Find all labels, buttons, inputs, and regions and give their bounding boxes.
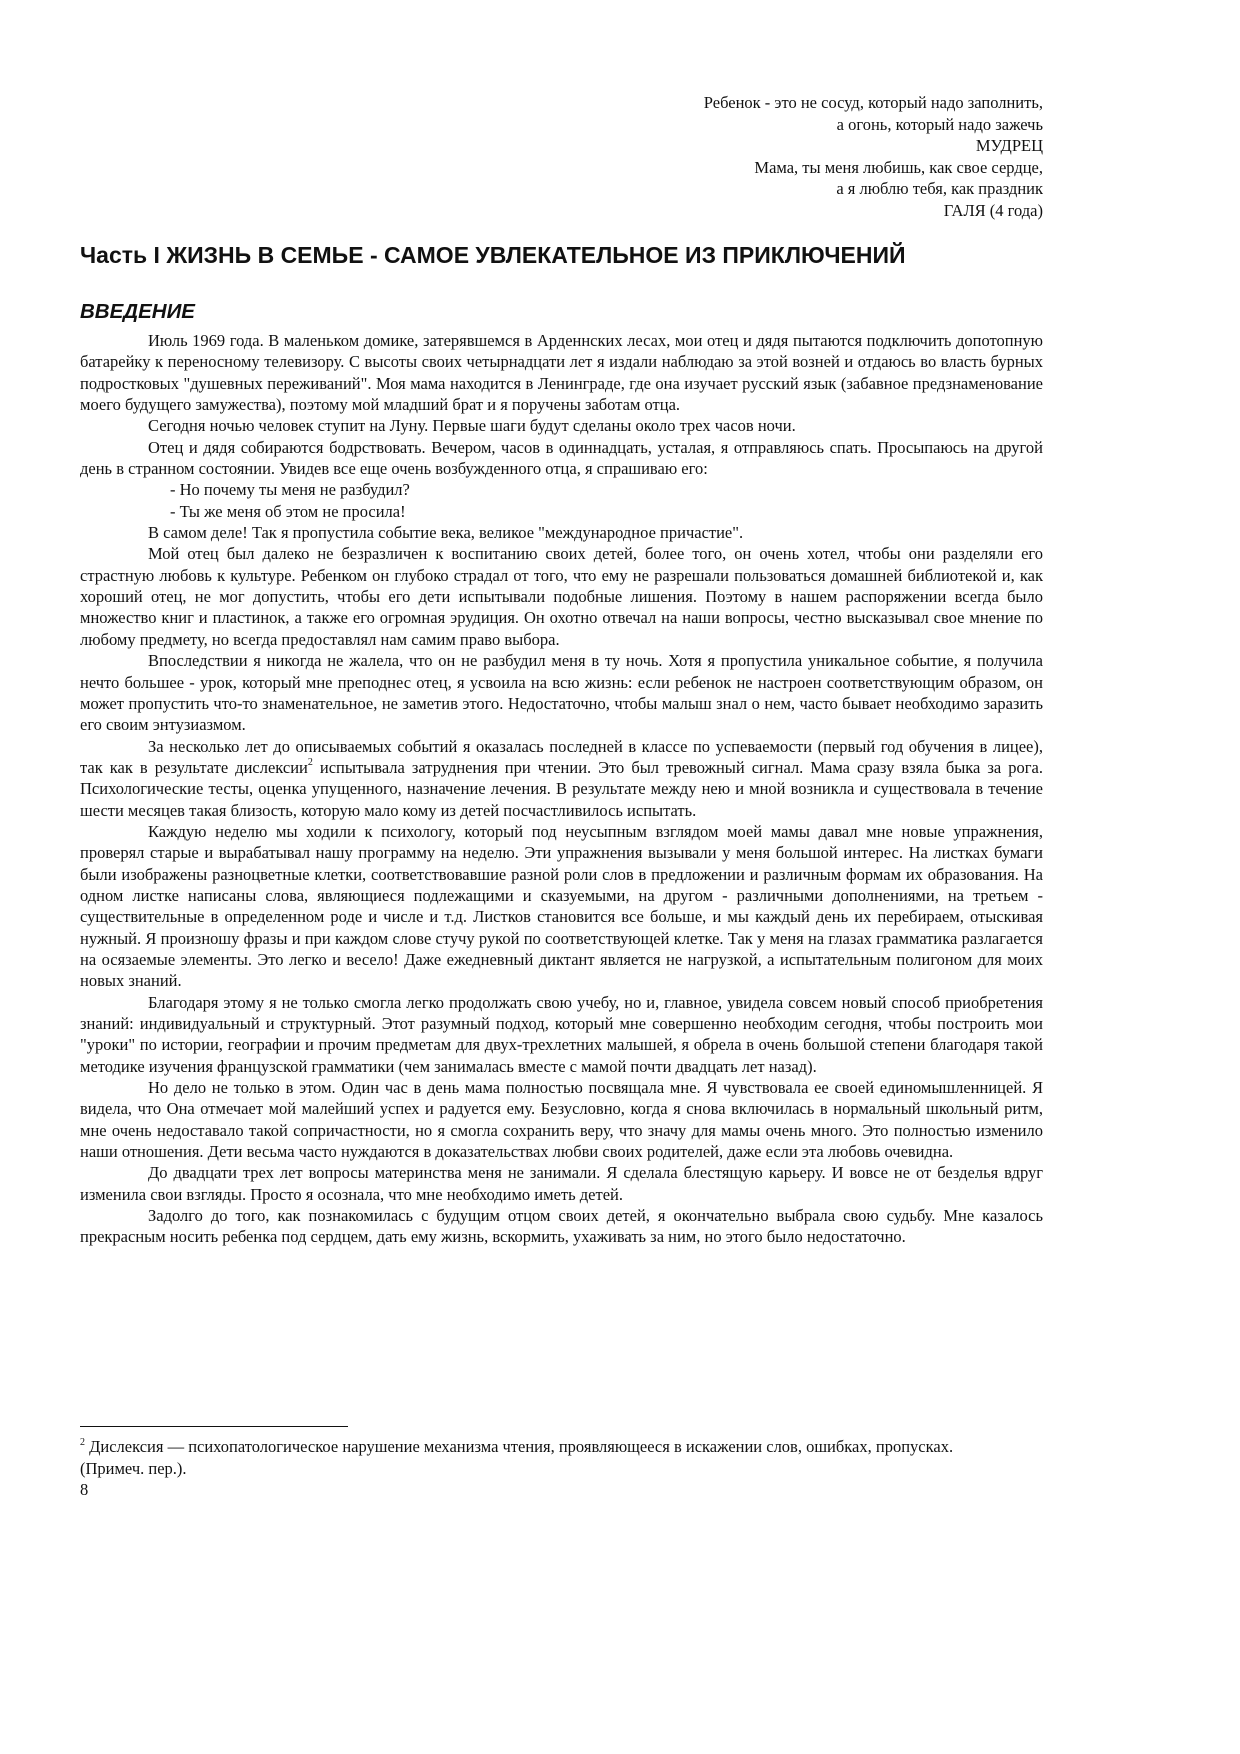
paragraph-text: За несколько лет до описываемых событий я оказалась последней в классе по успеваемости (первый год обучения в лицее), так как в результате дислексии — [80, 736, 1043, 777]
epigraph-line: Ребенок - это не сосуд, который надо заполнить, — [703, 93, 1043, 112]
paragraph: Но дело не только в этом. Один час в день мама полностью посвящала мне. Я чувствовала ее своей единомышленницей. Я видела, что Она отмечает мой малейший успех и радуется ему. Безусловно, когда я снова включилась в нормальный школьный ритм, мне очень недоставало такой сопричастности, но я смогла сохранить веру, что значу для мамы очень много. Это полностью изменило наши отношения. Дети весьма часто нуждаются в доказательствах любви своих родителей, даже если эта любовь очевидна. — [80, 1078, 1043, 1162]
footnote-marker: 2 — [80, 1436, 85, 1448]
paragraph: В самом деле! Так я пропустила событие века, великое "международное причастие". — [148, 523, 744, 543]
paragraph: Каждую неделю мы ходили к психологу, который под неусыпным взглядом моей мамы давал мне новые упражнения, проверял старые и вырабатывал нашу программу на неделю. Эти упражнения вызывали у меня большой интерес. На листках бумаги были изображены разноцветные клетки, соответствовавшие разной роли слов в предложении и различным формам их образования. На одном листке написаны слова, являющиеся подлежащими и сказуемыми, на другом - различными дополнениями, на третьем - существительные в определенном роде и числе и т.д. Листков становится все больше, и мы каждый день их перебираем, отыскивая нужный. Я произношу фразы и при каждом слове стучу рукой по соответствующей клетке. Так у меня на глазах грамматика разлагается на осязаемые элементы. Это легко и весело! Даже ежедневный диктант является не нагрузкой, а испытательным полигоном для моих новых знаний. — [80, 821, 1043, 991]
paragraph: Мой отец был далеко не безразличен к воспитанию своих детей, более того, он очень хотел, чтобы они разделяли его страстную любовь к культуре. Ребенком он глубоко страдал от того, что ему не разрешали пользоваться домашней библиотекой и, как хороший отец, не мог допустить, чтобы его дети испытывали подобные лишения. Поэтому в нашем распоряжении всегда было множество книг и пластинок, а также его огромная эрудиция. Он охотно отвечал на наши вопросы, честно высказывал свое мнение по любому предмету, но всегда предоставлял нам самим право выбора. — [80, 544, 1043, 649]
body-text — [80, 330, 1043, 1248]
paragraph: Отец и дядя собираются бодрствовать. Вечером, часов в одиннадцать, усталая, я отправляюсь спать. Просыпаюсь на другой день в странном состоянии. Увидев все еще очень возбужденного отца, я спрашиваю его: — [80, 437, 1043, 479]
paragraph: Благодаря этому я не только смогла легко продолжать свою учебу, но и, главное, увидела совсем новый способ приобретения знаний: индивидуальный и структурный. Этот разумный подход, который мне совершенно необходим сегодня, чтобы построить мои "уроки" по истории, географии и прочим предметам для двух-трехлетних малышей, я обрела в очень большой степени благодаря такой методике изучения французской грамматики (чем занималась вместе с мамой почти двадцать лет назад). — [80, 992, 1043, 1076]
dialog-line: - Но почему ты меня не разбудил? — [170, 480, 410, 500]
epigraph-line: Мама, ты меня любишь, как свое сердце, — [754, 157, 1043, 177]
section-title: ВВЕДЕНИЕ — [80, 300, 195, 323]
paragraph-text: испытывала затруднения при чтении. Это был тревожный сигнал. Мама сразу взяла быка за рога. Психологические тесты, оценка упущенного, назначение лечения. В результате между нею и мной возникла и существовала в течение шести месяцев такая близость, которую мало кому из детей посчастливилось испытать. — [80, 757, 1043, 820]
epigraph-author: МУДРЕЦ — [975, 136, 1043, 155]
footnote — [80, 1436, 980, 1479]
epigraph-line: а огонь, который надо зажечь — [836, 114, 1043, 134]
dialog-line: - Ты же меня об этом не просила! — [170, 501, 406, 521]
paragraph: До двадцати трех лет вопросы материнства меня не занимали. Я сделала блестящую карьеру. И вовсе не от безделья вдруг изменила свои взгляды. Просто я осознала, что мне необходимо иметь детей. — [80, 1163, 1043, 1204]
paragraph: Сегодня ночью человек ступит на Луну. Первые шаги будут сделаны около трех часов ночи. — [148, 416, 796, 436]
footnote-reference: 2 — [307, 757, 313, 769]
part-title: Часть I ЖИЗНЬ В СЕМЬЕ - САМОЕ УВЛЕКАТЕЛЬНОЕ ИЗ ПРИКЛЮЧЕНИЙ — [80, 242, 906, 268]
epigraph-author: ГАЛЯ (4 года) — [943, 200, 1043, 220]
epigraphs — [523, 92, 1043, 221]
paragraph: Июль 1969 года. В маленьком домике, затерявшемся в Арденнских лесах, мои отец и дядя пытаются подключить допотопную батарейку к переносному телевизору. С высоты своих четырнадцати лет я издали наблюдаю за этой возней и отдаюсь во власть бурных подростковых "душевных переживаний". Моя мама находится в Ленинграде, где она изучает русский язык (забавное предзнаменование моего будущего замужества), поэтому мой младший брат и я поручены заботам отца. — [80, 331, 1043, 415]
footnote-text: Дислексия — психопатологическое нарушение механизма чтения, проявляющееся в искажении слов, ошибках, пропусках. (Примеч. пер.). — [80, 1437, 954, 1478]
paragraph: Задолго до того, как познакомилась с будущим отцом своих детей, я окончательно выбрала свою судьбу. Мне казалось прекрасным носить ребенка под сердцем, дать ему жизнь, вскормить, ухаживать за ним, но этого было недостаточно. — [80, 1206, 1043, 1247]
page-number: 8 — [80, 1480, 89, 1499]
footnote-separator — [80, 1426, 348, 1427]
paragraph — [80, 736, 1043, 821]
epigraph-line: а я люблю тебя, как праздник — [836, 179, 1043, 198]
paragraph: Впоследствии я никогда не жалела, что он не разбудил меня в ту ночь. Хотя я пропустила уникальное событие, я получила нечто большее - урок, который мне преподнес отец, я усвоила на всю жизнь: если ребенок не настроен соответствующим образом, он может пропустить что-то знаменательное, не заметив этого. Недостаточно, чтобы малыш знал о нем, часто бывает необходимо заразить его своим энтузиазмом. — [80, 651, 1043, 735]
